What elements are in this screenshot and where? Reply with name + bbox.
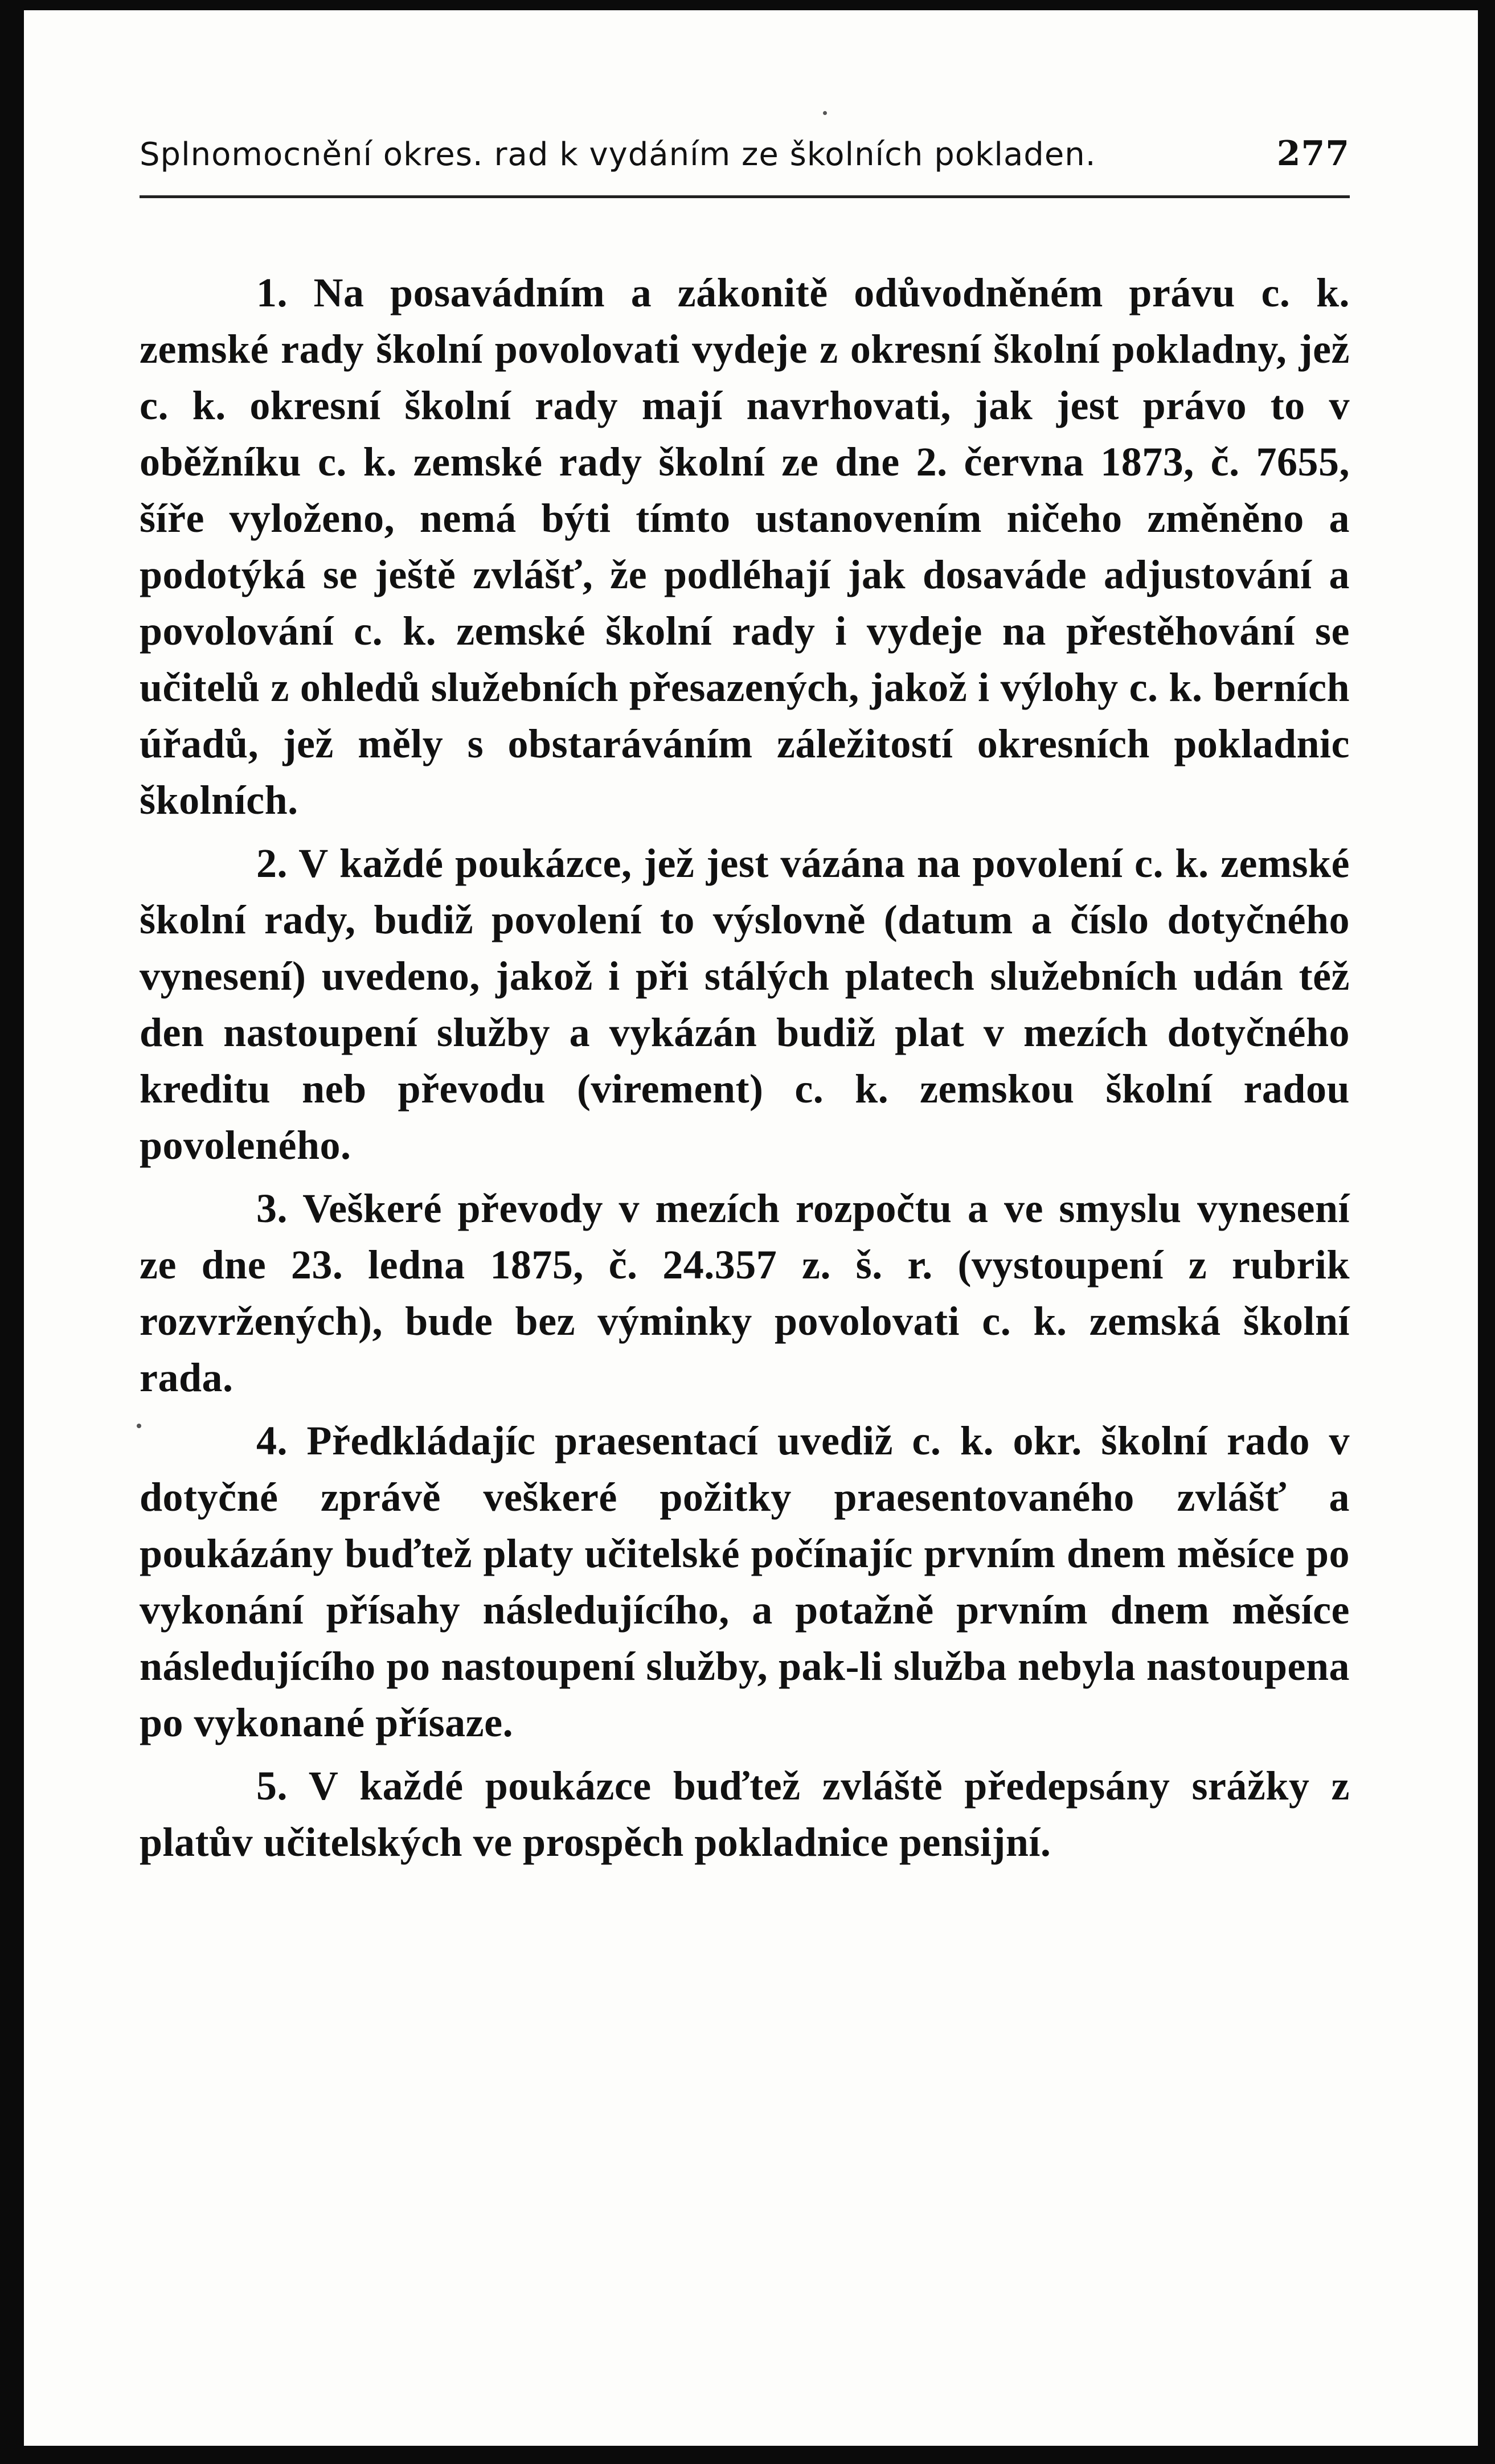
paragraph-3: 3. Veškeré převody v mezích rozpočtu a ve smyslu vynesení ze dne 23. ledna 1875, č. 24.357 z. š. r. (vystoupení z rubrik rozvržených), bude bez výminky povolovati c. k. zemská školní rada.	[140, 1186, 1350, 1400]
scan-border-right	[1478, 0, 1495, 2464]
scan-border-top	[0, 0, 1495, 10]
running-head	[140, 134, 1350, 174]
scan-border-left	[0, 0, 24, 2464]
paragraph-4: 4. Předkládajíc praesentací uvediž c. k. okr. školní rado v dotyčné zprávě veškeré požitky praesentovaného zvlášť a poukázány buďtež platy učitelské počínajíc prvním dnem měsíce po vykonání přísahy následujícího, a potažně prvním dnem měsíce následujícího po nastoupení služby, pak-li služba nebyla nastoupena po vykonané přísaze.	[140, 1418, 1350, 1745]
body-text	[140, 265, 1350, 1871]
paragraph-5: 5. V každé poukázce buďtež zvláště předepsány srážky z platův učitelských ve prospěch pokladnice pensijní.	[140, 1763, 1350, 1865]
running-head-title: Splnomocnění okres. rad k vydáním ze školních pokladen.	[140, 136, 1096, 173]
paragraph-2: 2. V každé poukázce, jež jest vázána na povolení c. k. zemské školní rady, budiž povolení to výslovně (datum a číslo dotyčného vynesení) uvedeno, jakož i při stálých platech služebních udán též den nastoupení služby a vykázán budiž plat v mezích dotyčného kreditu neb převodu (virement) c. k. zemskou školní radou povoleného.	[140, 841, 1350, 1168]
scan-border-bottom	[0, 2446, 1495, 2464]
page-number: 277	[1276, 134, 1350, 174]
paragraph-1: 1. Na posavádním a zákonitě odůvodněném právu c. k. zemské rady školní povolovati vydeje z okresní školní pokladny, jež c. k. okresní školní rady mají navrhovati, jak jest právo to v oběžníku c. k. zemské rady školní ze dne 2. června 1873, č. 7655, šíře vyloženo, nemá býti tímto ustanovením ničeho změněno a podotýká se ještě zvlášť, že podléhají jak dosaváde adjustování a povolování c. k. zemské školní rady i vydeje na přestěhování se učitelů z ohledů služebních přesazených, jakož i výlohy c. k. berních úřadů, jež měly s obstaráváním záležitostí okresních pokladnic školních.	[140, 270, 1350, 823]
ink-speck	[137, 1424, 141, 1428]
header-rule	[140, 195, 1350, 198]
ink-speck	[823, 111, 827, 115]
